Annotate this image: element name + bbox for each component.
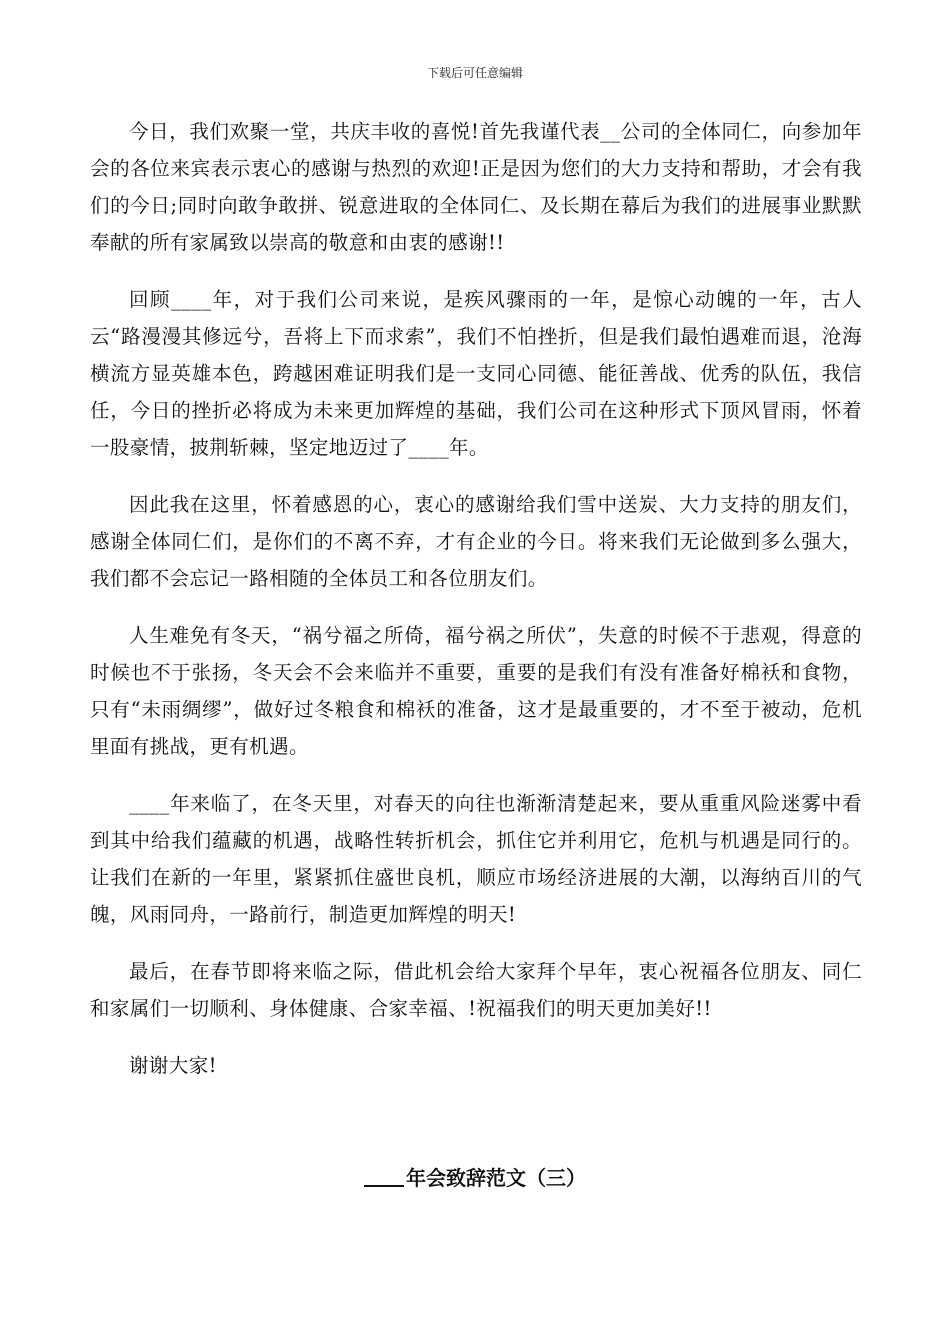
- section-title-text: 年会致辞范文（三）: [406, 1166, 586, 1190]
- paragraph: ____年来临了，在冬天里，对春天的向往也渐渐清楚起来，要从重重风险迷雾中看到其中给我们蕴藏的机遇，战略性转折机会，抓住它并利用它，危机与机遇是同行的。让我们在新的一年里，紧紧抓住盛世良机，顺应市场经济进展的大潮，以海纳百川的气魄，风雨同舟，一路前行，制造更加辉煌的明天!: [90, 792, 862, 926]
- paragraph: 回顾____年，对于我们公司来说，是疾风骤雨的一年，是惊心动魄的一年，古人云“路漫漫其修远兮，吾将上下而求索”，我们不怕挫折，但是我们最怕遇难而退，沧海横流方显英雄本色，跨越困难证明我们是一支同心同德、能征善战、优秀的队伍，我信任，今日的挫折必将成为未来更加辉煌的基础，我们公司在这种形式下顶风冒雨，怀着一股豪情，披荆斩棘，坚定地迈过了____年。: [90, 288, 862, 459]
- paragraph: 人生难免有冬天，“祸兮福之所倚，福兮祸之所伏”，失意的时候不于悲观，得意的时候也不于张扬，冬天会不会来临并不重要，重要的是我们有没有准备好棉袄和食物，只有“未雨绸缪”，做好过冬粮食和棉袄的准备，这才是最重要的，才不至于被动，危机里面有挑战，更有机遇。: [90, 624, 862, 758]
- paragraph: 因此我在这里，怀着感恩的心，衷心的感谢给我们雪中送炭、大力支持的朋友们，感谢全体同仁们，是你们的不离不弃，才有企业的今日。将来我们无论做到多么强大，我们都不会忘记一路相随的全体员工和各位朋友们。: [90, 493, 862, 590]
- closing-line: 谢谢大家!: [129, 1054, 217, 1077]
- paragraph: 最后，在春节即将来临之际，借此机会给大家拜个早年，衷心祝福各位朋友、同仁和家属们一切顺利、身体健康、合家幸福、!祝福我们的明天更加美好!!: [90, 960, 862, 1020]
- header-note: 下载后可任意编辑: [426, 66, 523, 80]
- document-body: [90, 113, 862, 1104]
- paragraph: 今日，我们欢聚一堂，共庆丰收的喜悦!首先我谨代表__公司的全体同仁，向参加年会的各位来宾表示衷心的感谢与热烈的欢迎!正是因为您们的大力支持和帮助，才会有我们的今日;同时向敢争敢拼、锐意进取的全体同仁、及长期在幕后为我们的进展事业默默奉献的所有家属致以崇高的敬意和由衷的感谢!!: [90, 120, 862, 254]
- section-heading: [0, 1162, 950, 1191]
- title-blank-underline: [364, 1165, 404, 1187]
